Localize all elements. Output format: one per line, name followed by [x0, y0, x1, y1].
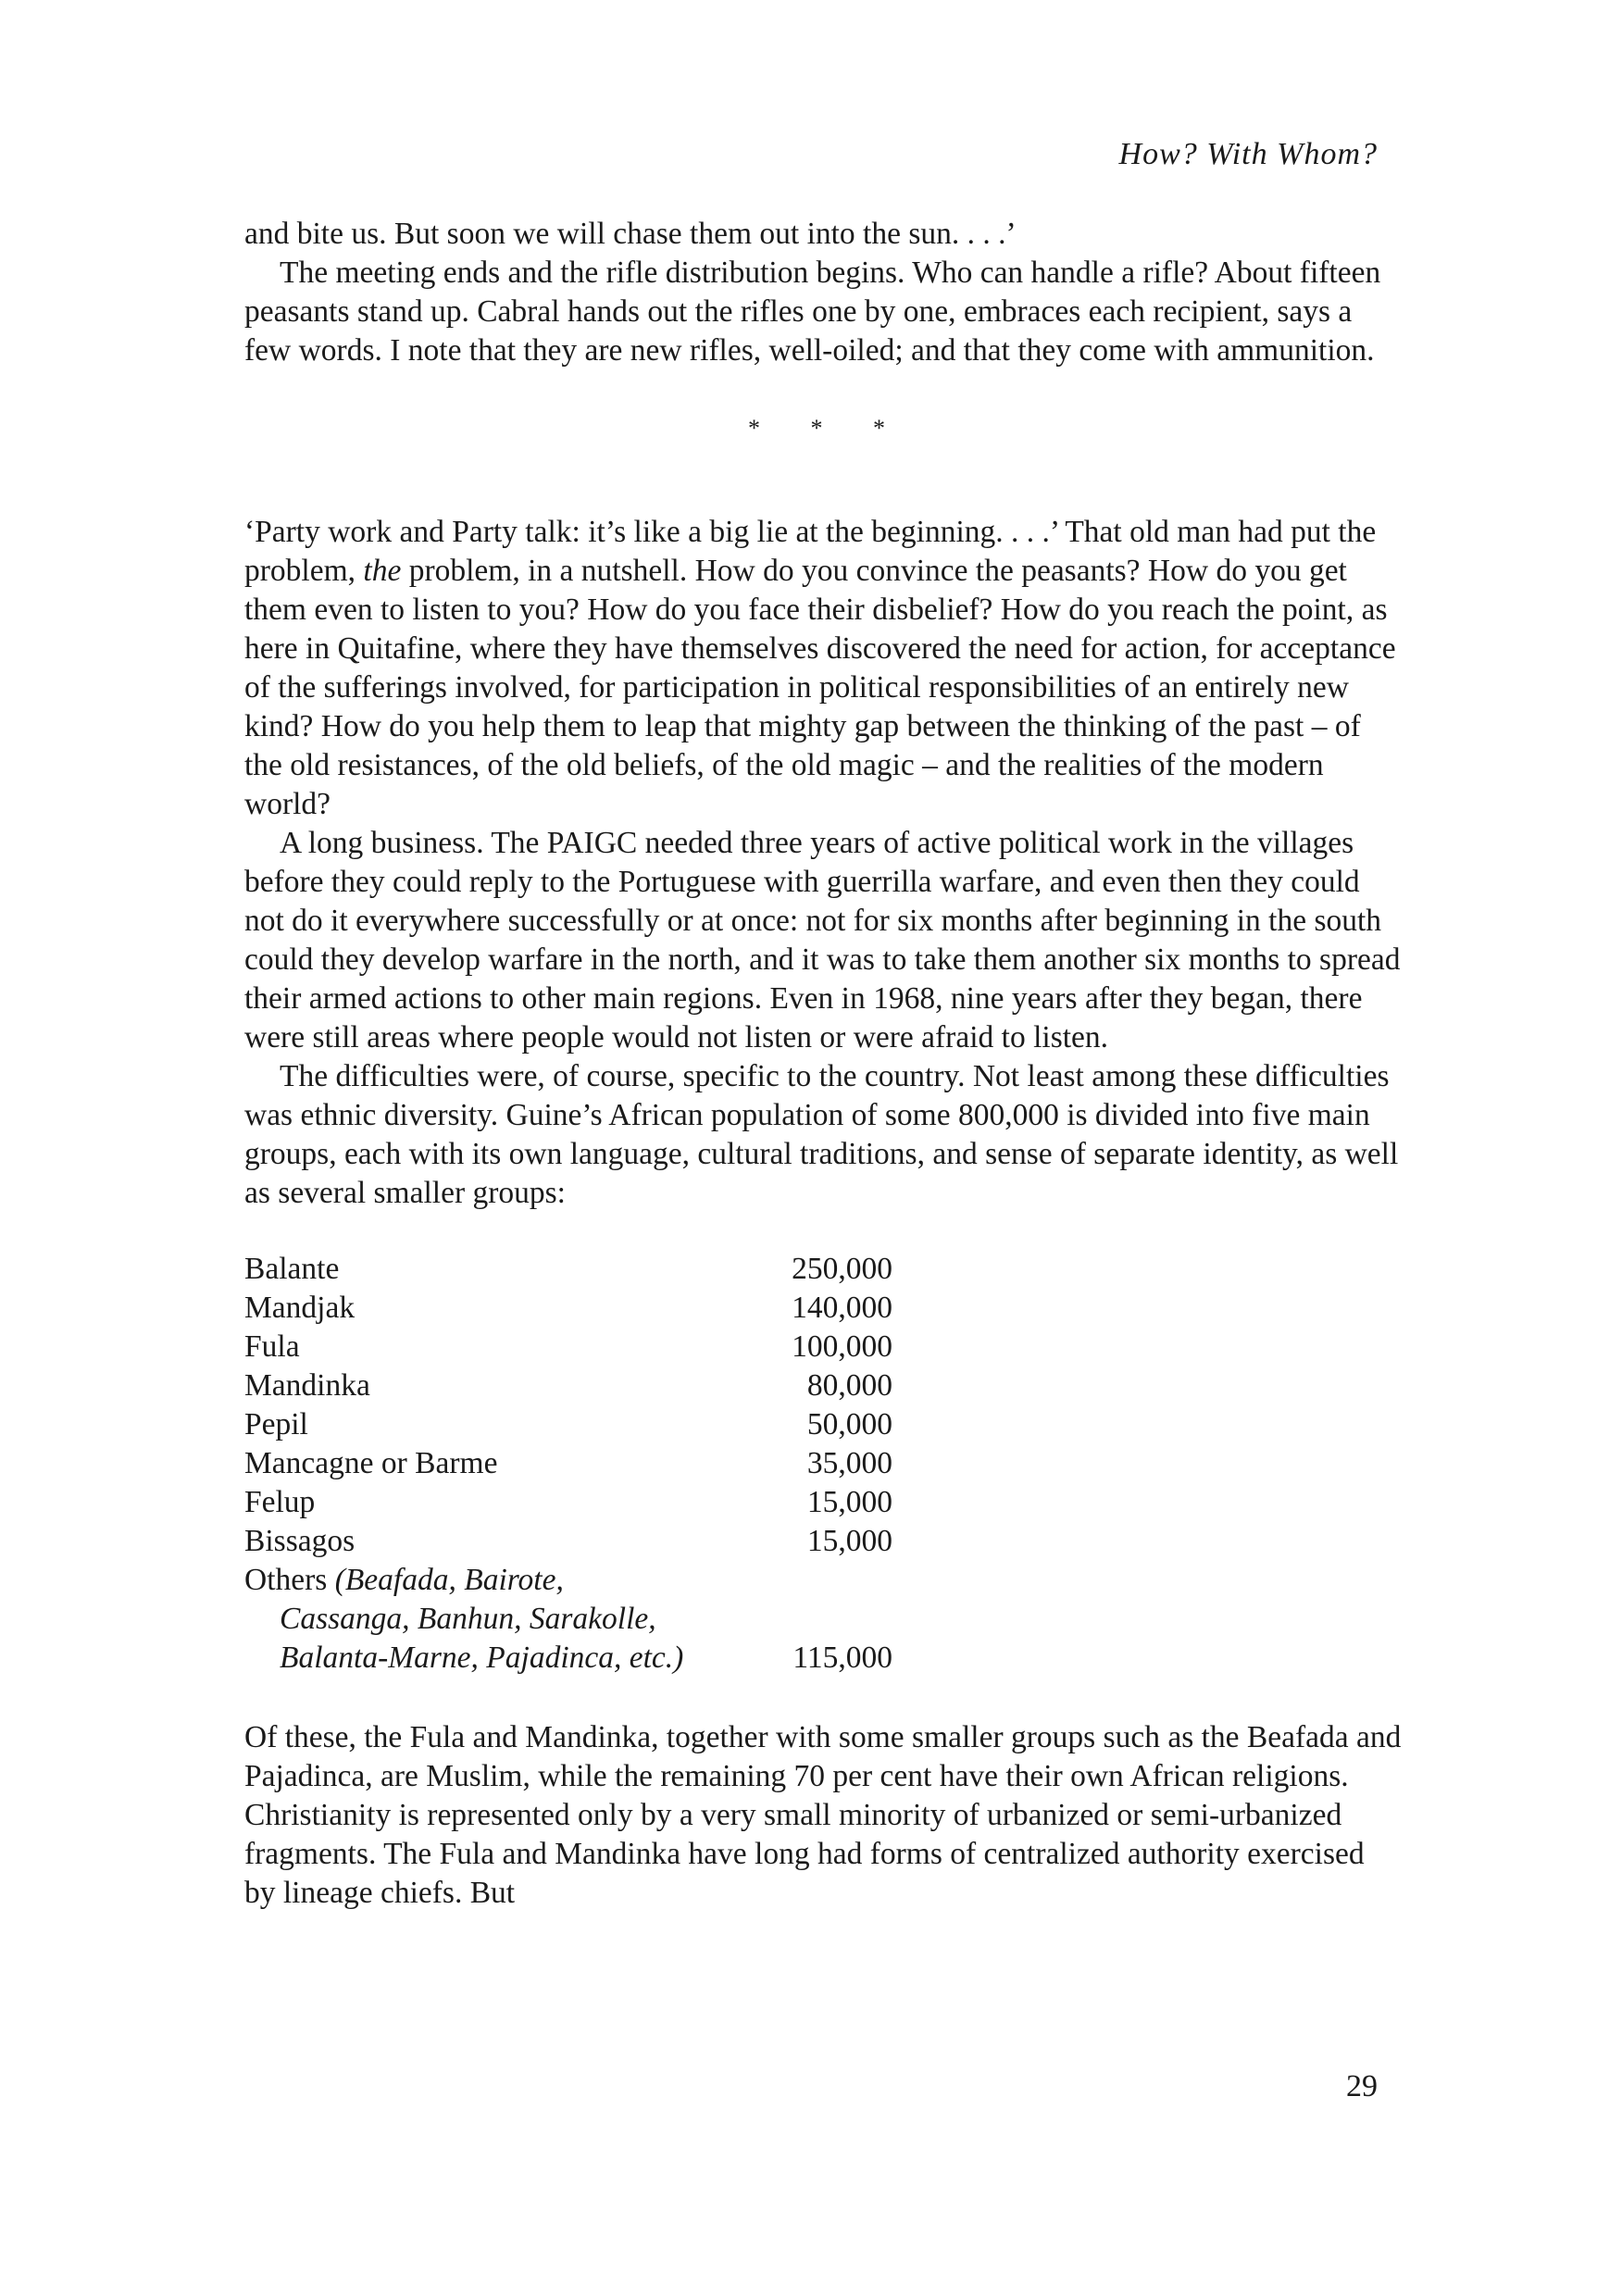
table-row-others-cont [244, 1600, 1402, 1639]
paragraph-long-business: A long business. The PAIGC needed three years of active political work in the villages before they could reply to the Portuguese with guerrilla warfare, and even then they could not do it everywhere successfully or at once: not for six months after beginning in the south could they develop warfare in the north, and it was to take them another six months to spread their armed actions to other main regions. Even in 1968, nine years after they began, there were still areas where people would not listen or were afraid to listen. [244, 826, 1401, 1054]
paragraph-religion: Of these, the Fula and Mandinka, together with some smaller groups such as the Beafada and Pajadinca, are Muslim, while the remaining 70 per cent have their own African religions. Christianity is represented only by a very small minority of urbanized or semi-urbanized fragments. The Fula and Mandinka have long had forms of centralized authority exercised by lineage chiefs. But [244, 1720, 1402, 1910]
page-number: 29 [1346, 2069, 1378, 2103]
others-line-3-wrap [244, 1639, 754, 1678]
others-prefix: Others [244, 1563, 335, 1597]
emphasis-the: the [363, 554, 402, 588]
group-count: 50,000 [806, 1407, 892, 1441]
group-name: Mandjak [244, 1291, 356, 1325]
table-row [244, 1483, 1402, 1522]
paragraph-party-work-end: problem, in a nutshell. How do you convince the peasants? How do you get them even to listen to you? How do you face their disbelief? How do you reach the point, as here in Quitafine, where they have themselves discovered the need for action, for acceptance of the sufferings involved, for participation in political responsibilities of an entirely new kind? How do you help them to leap that mighty gap between the thinking of the past – of the old resistances, of the old beliefs, of the old magic – and the realities of the modern world? [244, 554, 1396, 821]
others-line-1: (Beafada, Bairote, [334, 1563, 564, 1597]
paragraph-rifle-distribution: The meeting ends and the rifle distribution begins. Who can handle a rifle? About fifteen peasants stand up. Cabral hands out the rifles one by one, embraces each recipient, says a few words. I note that they are new rifles, well-oiled; and that they come with ammunition. [244, 256, 1381, 368]
others-line-2-wrap [244, 1600, 754, 1639]
paragraph-difficulties: The difficulties were, of course, specific to the country. Not least among these difficulties was ethnic diversity. Guine’s African population of some 800,000 is divided into five main groups, each with its own language, cultural traditions, and sense of separate identity, as well as several smaller groups: [244, 1059, 1399, 1210]
section-break-ornament: * * * [748, 415, 907, 442]
paragraph-party-work-start: ‘Party work and Party talk: it’s like a big lie at the beginning. . . .’ That old man had put the problem, [244, 515, 1377, 588]
others-count: 115,000 [792, 1641, 892, 1675]
group-name: Mancagne or Barme [244, 1446, 498, 1480]
table-row [244, 1366, 1402, 1405]
group-count: 35,000 [806, 1446, 892, 1480]
group-name: Bissagos [244, 1524, 356, 1558]
table-row [244, 1444, 1402, 1483]
paragraph-party-work [244, 513, 1402, 824]
paragraph-continued: and bite us. But soon we will chase them out into the sun. . . .’ [244, 217, 1017, 251]
others-count-spacer [754, 1600, 892, 1639]
others-count-spacer [754, 1561, 892, 1600]
population-table [244, 1250, 1402, 1678]
group-name: Pepil [244, 1407, 308, 1441]
table-row [244, 1289, 1402, 1328]
table-row-others-cont [244, 1639, 1402, 1678]
group-name: Balante [244, 1252, 340, 1286]
table-row [244, 1405, 1402, 1444]
group-name: Fula [244, 1329, 300, 1364]
body-text [244, 215, 1402, 1913]
table-row [244, 1250, 1402, 1289]
table-row [244, 1328, 1402, 1366]
group-name: Felup [244, 1485, 316, 1519]
group-count: 100,000 [792, 1329, 892, 1364]
table-row-others [244, 1561, 1402, 1600]
group-count: 140,000 [792, 1291, 892, 1325]
running-head: How? With Whom? [1118, 137, 1378, 171]
group-count: 15,000 [806, 1485, 892, 1519]
table-row [244, 1522, 1402, 1561]
group-name: Mandinka [244, 1368, 370, 1403]
group-count: 250,000 [792, 1252, 892, 1286]
others-line-3: Balanta-Marne, Pajadinca, etc.) [280, 1641, 684, 1675]
group-count: 15,000 [806, 1524, 892, 1558]
others-line-2: Cassanga, Banhun, Sarakolle, [280, 1602, 656, 1636]
others-label [244, 1561, 754, 1600]
group-count: 80,000 [806, 1368, 892, 1403]
